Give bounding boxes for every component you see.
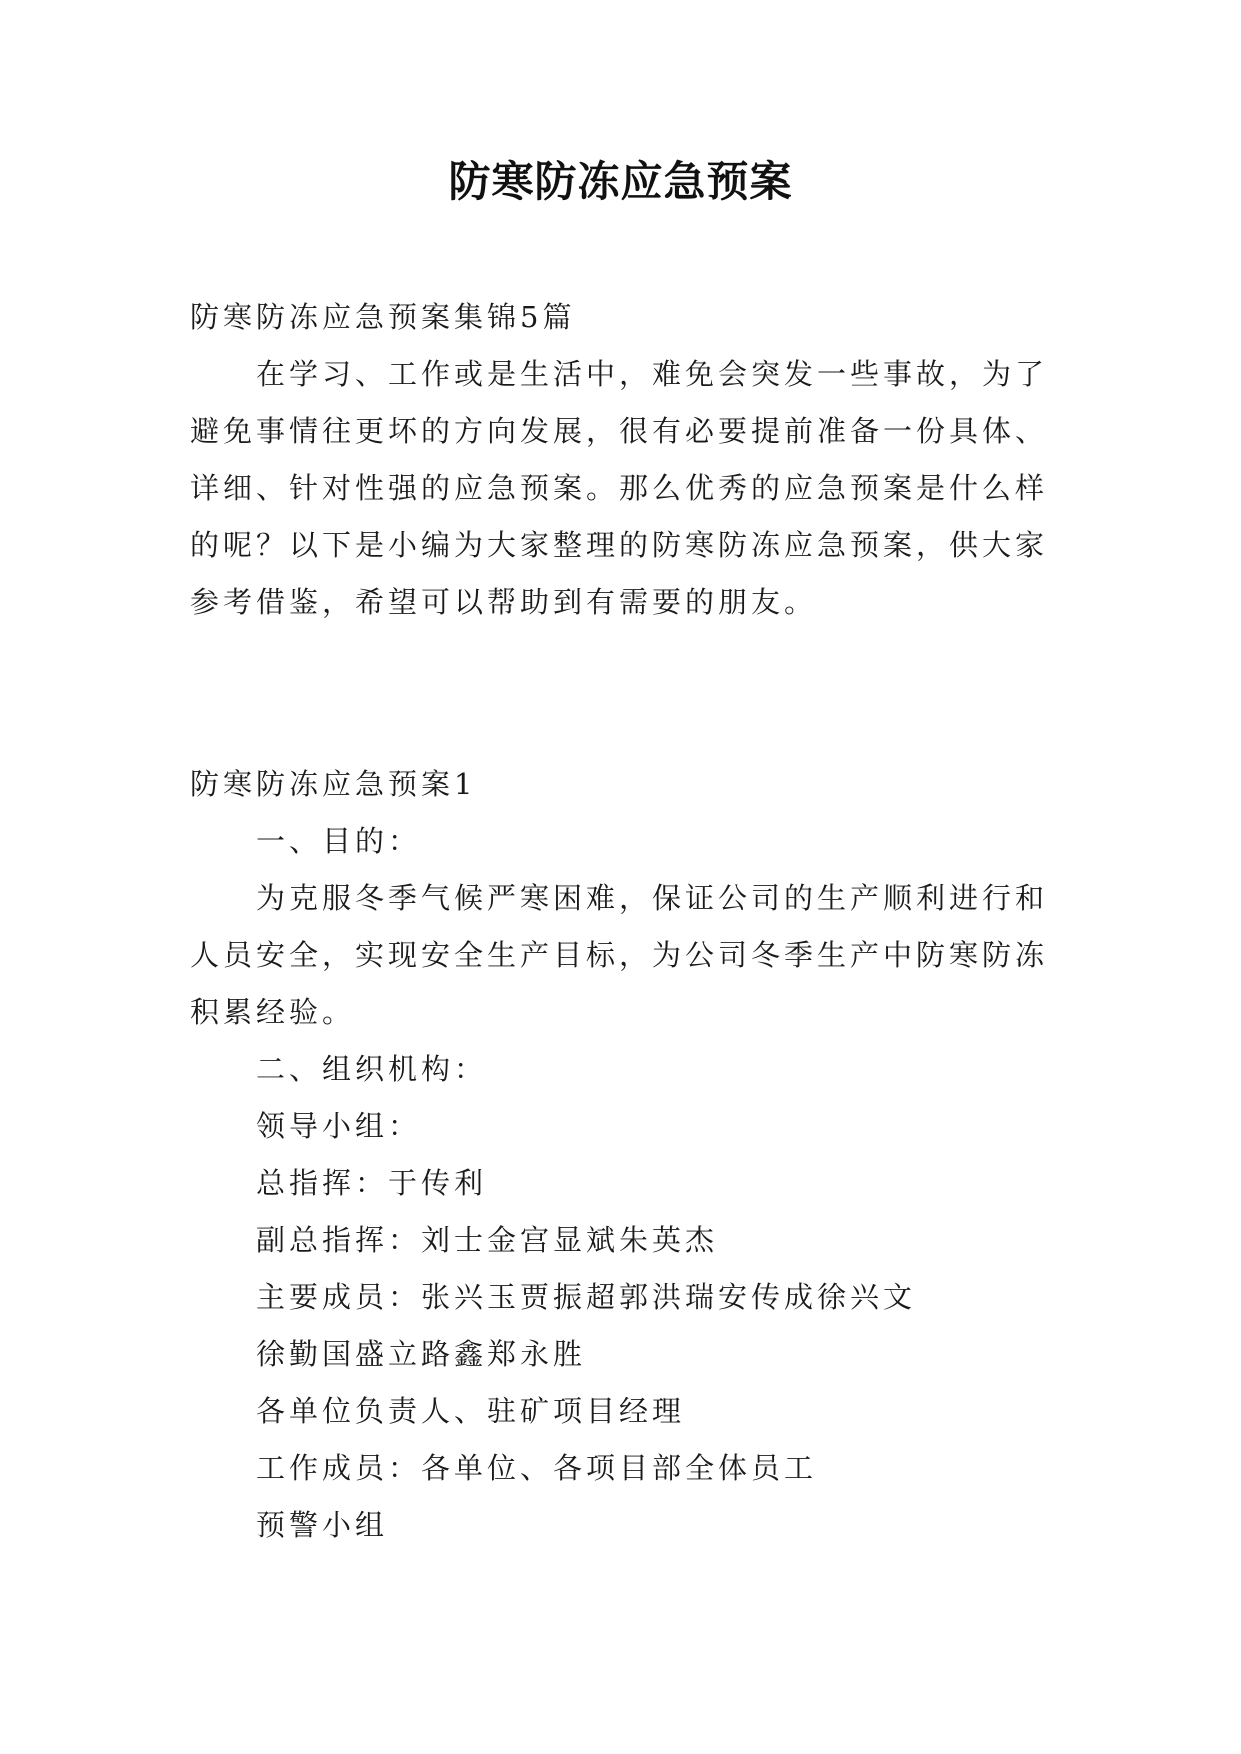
section-line: 工作成员：各单位、各项目部全体员工 <box>256 1451 818 1485</box>
intro-line: 的呢？以下是小编为大家整理的防寒防冻应急预案，供大家 <box>190 528 1049 562</box>
section-line: 预警小组 <box>256 1508 389 1542</box>
section-line: 徐勤国盛立路鑫郑永胜 <box>256 1337 587 1371</box>
section-line: 为克服冬季气候严寒困难，保证公司的生产顺利进行和 <box>256 881 1049 915</box>
document-title: 防寒防冻应急预案 <box>448 157 793 206</box>
document-subtitle: 防寒防冻应急预案集锦5篇 <box>190 300 576 334</box>
intro-line: 在学习、工作或是生活中，难免会突发一些事故，为了 <box>256 357 1049 391</box>
section-line: 领导小组： <box>256 1109 422 1143</box>
section-line: 一、目的： <box>256 824 422 858</box>
section-line: 主要成员：张兴玉贾振超郭洪瑞安传成徐兴文 <box>256 1280 917 1314</box>
section-heading: 防寒防冻应急预案1 <box>190 767 477 801</box>
intro-line: 参考借鉴，希望可以帮助到有需要的朋友。 <box>190 585 818 619</box>
section-line: 积累经验。 <box>190 995 356 1029</box>
section-line: 二、组织机构： <box>256 1052 488 1086</box>
section-line: 各单位负责人、驻矿项目经理 <box>256 1394 686 1428</box>
intro-line: 避免事情往更坏的方向发展，很有必要提前准备一份具体、 <box>190 414 1049 448</box>
section-line: 总指挥：于传利 <box>256 1166 488 1200</box>
section-line: 副总指挥：刘士金宫显斌朱英杰 <box>256 1223 719 1257</box>
intro-line: 详细、针对性强的应急预案。那么优秀的应急预案是什么样 <box>190 471 1049 505</box>
section-line: 人员安全，实现安全生产目标，为公司冬季生产中防寒防冻 <box>190 938 1049 972</box>
